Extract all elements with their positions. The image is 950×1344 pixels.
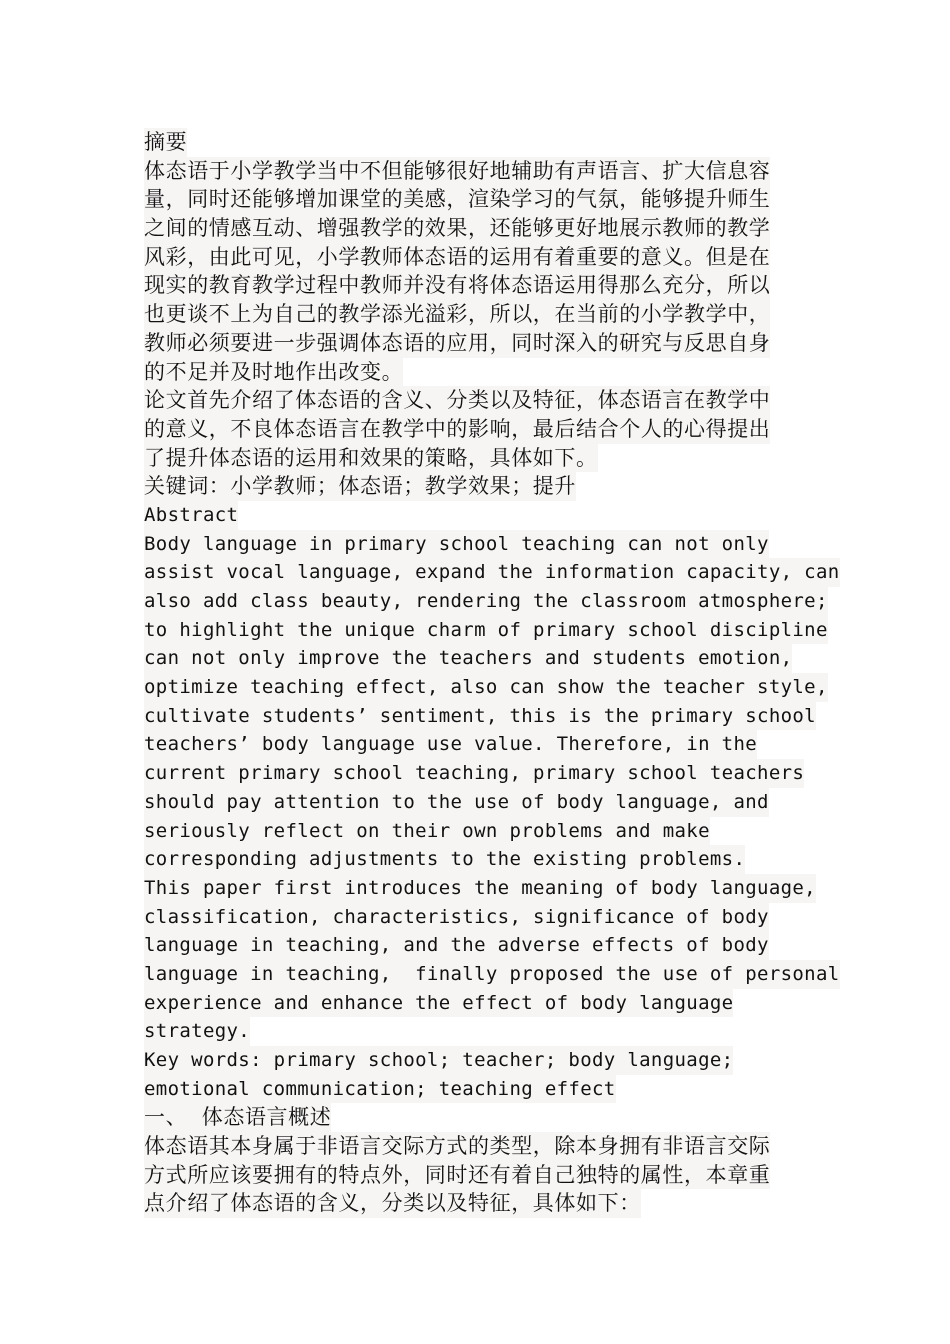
- en-abstract-title: Abstract: [144, 501, 238, 530]
- text-line: 量，同时还能够增加课堂的美感，渲染学习的气氛，能够提升师生: [144, 185, 770, 214]
- text-line: also add class beauty, rendering the classroom atmosphere;: [144, 587, 828, 616]
- document-page: [144, 128, 840, 1218]
- section-1-paragraph-1: [144, 1132, 814, 1218]
- text-line: language in teaching, finally proposed the use of personal: [144, 960, 840, 989]
- text-line: 体态语其本身属于非语言交际方式的类型，除本身拥有非语言交际: [144, 1132, 770, 1161]
- en-abstract-paragraph-2: [144, 874, 840, 1046]
- text-line: experience and enhance the effect of body language: [144, 989, 733, 1018]
- text-line: emotional communication; teaching effect: [144, 1075, 616, 1104]
- text-line: Key words: primary school; teacher; body language;: [144, 1046, 733, 1075]
- text-line: should pay attention to the use of body language, and: [144, 788, 769, 817]
- cn-abstract-paragraph-2: [144, 386, 814, 472]
- text-line: Body language in primary school teaching can not only: [144, 530, 769, 559]
- text-line: seriously reflect on their own problems and make: [144, 817, 710, 846]
- text-line: classification, characteristics, significance of body: [144, 903, 769, 932]
- cn-abstract-paragraph-1: [144, 157, 814, 387]
- text-line: 体态语于小学教学当中不但能够很好地辅助有声语言、扩大信息容: [144, 157, 770, 186]
- text-line: optimize teaching effect, also can show the teacher style,: [144, 673, 828, 702]
- text-line: 的意义，不良体态语言在教学中的影响，最后结合个人的心得提出: [144, 415, 770, 444]
- text-line: assist vocal language, expand the information capacity, can: [144, 558, 840, 587]
- text-line: This paper first introduces the meaning of body language,: [144, 874, 816, 903]
- text-line: 论文首先介绍了体态语的含义、分类以及特征，体态语言在教学中: [144, 386, 770, 415]
- en-abstract-paragraph-1: [144, 530, 840, 874]
- text-line: 风彩，由此可见，小学教师体态语的运用有着重要的意义。但是在: [144, 243, 770, 272]
- text-line: can not only improve the teachers and students emotion,: [144, 644, 792, 673]
- text-line: 之间的情感互动、增强教学的效果，还能够更好地展示教师的教学: [144, 214, 770, 243]
- section-1-heading: 一、 体态语言概述: [144, 1103, 331, 1132]
- text-line: corresponding adjustments to the existing problems.: [144, 845, 745, 874]
- cn-abstract-title: 摘要: [144, 128, 187, 157]
- text-line: 也更谈不上为自己的教学添光溢彩，所以，在当前的小学教学中，: [144, 300, 770, 329]
- text-line: language in teaching, and the adverse effects of body: [144, 931, 769, 960]
- text-line: 教师必须要进一步强调体态语的应用，同时深入的研究与反思自身: [144, 329, 770, 358]
- text-line: 了提升体态语的运用和效果的策略，具体如下。: [144, 444, 598, 473]
- text-line: 现实的教育教学过程中教师并没有将体态语运用得那么充分，所以: [144, 271, 770, 300]
- text-line: cultivate students’ sentiment, this is the primary school: [144, 702, 816, 731]
- text-line: 的不足并及时地作出改变。: [144, 358, 403, 387]
- text-line: strategy.: [144, 1017, 250, 1046]
- text-line: 点介绍了体态语的含义，分类以及特征，具体如下：: [144, 1189, 641, 1218]
- cn-keywords: 关键词：小学教师；体态语；教学效果；提升: [144, 472, 576, 501]
- en-keywords: [144, 1046, 814, 1103]
- text-line: 方式所应该要拥有的特点外，同时还有着自己独特的属性，本章重: [144, 1161, 770, 1190]
- text-line: to highlight the unique charm of primary school discipline: [144, 616, 828, 645]
- text-line: current primary school teaching, primary school teachers: [144, 759, 804, 788]
- text-line: teachers’ body language use value. Therefore, in the: [144, 730, 757, 759]
